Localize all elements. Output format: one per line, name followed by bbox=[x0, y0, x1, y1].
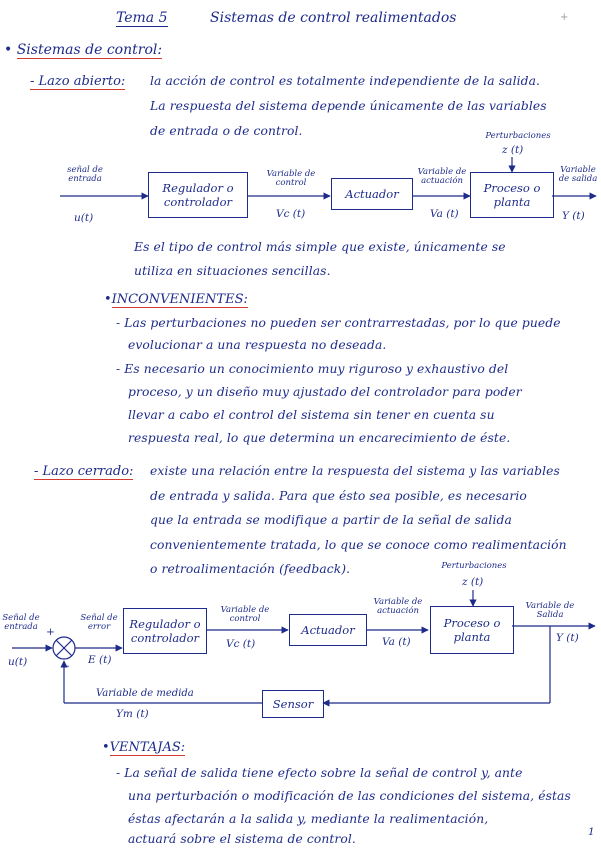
d2-u: u(t) bbox=[8, 656, 28, 668]
d2-var-actuacion: Variable de actuación bbox=[373, 597, 423, 616]
tema-label: Tema 5 bbox=[116, 10, 168, 26]
d2-var-control: Variable de control bbox=[220, 605, 270, 624]
ventajas-line-1: - La señal de salida tiene efecto sobre la señal de control y, ante bbox=[116, 766, 523, 780]
lazo-cerrado-label bbox=[34, 464, 133, 479]
lazo-cerrado-line-5: o retroalimentación (feedback). bbox=[150, 562, 351, 576]
lazo-cerrado-text: - Lazo cerrado: bbox=[34, 464, 134, 479]
inconv-1-line-1: - Las perturbaciones no pueden ser contrarrestadas, por lo que puede bbox=[116, 316, 561, 330]
lazo-cerrado-line-2: de entrada y salida. Para que ésto sea posible, es necesario bbox=[150, 489, 527, 503]
d2-minus: - bbox=[66, 660, 70, 672]
d1-actuador-box: Actuador bbox=[331, 178, 413, 210]
d1-proceso-box: Proceso o planta bbox=[470, 172, 554, 218]
d2-ym: Ym (t) bbox=[116, 708, 149, 720]
section-bullet: • bbox=[4, 42, 13, 58]
d1-var-salida: Variable de salida bbox=[558, 165, 598, 184]
d2-actuador-box: Actuador bbox=[289, 614, 367, 646]
corner-mark: + bbox=[560, 12, 569, 23]
page-number: 1 bbox=[588, 826, 595, 838]
d2-e: E (t) bbox=[88, 654, 112, 666]
d1-y: Y (t) bbox=[562, 210, 585, 222]
d2-plus: + bbox=[46, 626, 55, 638]
d1-entrada: señal de entrada bbox=[67, 165, 103, 184]
header-title: Sistemas de control realimentados bbox=[210, 10, 457, 26]
lazo-abierto-line-1: la acción de control es totalmente independiente de la salida. bbox=[150, 74, 541, 88]
lazo-cerrado-line-1: existe una relación entre la respuesta del sistema y las variables bbox=[150, 464, 560, 478]
inconv-2-line-1: - Es necesario un conocimiento muy riguroso y exhaustivo del bbox=[116, 362, 509, 376]
lazo-abierto-line-3: de entrada o de control. bbox=[150, 124, 303, 138]
ventajas-heading: •VENTAJAS: bbox=[102, 740, 186, 755]
ventajas-line-3: éstas afectarán a la salida y, mediante la realimentación, bbox=[128, 812, 489, 826]
d1-regulador-box: Regulador o controlador bbox=[148, 172, 248, 218]
d2-var-medida: Variable de medida bbox=[96, 688, 194, 699]
d1-va: Va (t) bbox=[430, 208, 459, 220]
d2-error: Señal de error bbox=[80, 613, 118, 632]
d1-var-control: Variable de control bbox=[266, 169, 316, 188]
d2-regulador-box: Regulador o controlador bbox=[123, 608, 207, 654]
inconv-2-line-4: respuesta real, lo que determina un encarecimiento de éste. bbox=[128, 431, 511, 445]
lazo-cerrado-line-3: que la entrada se modifique a partir de la señal de salida bbox=[150, 513, 512, 527]
lazo-abierto-line-2: La respuesta del sistema depende únicamente de las variables bbox=[150, 99, 547, 113]
lazo-abierto-text: - Lazo abierto: bbox=[30, 74, 126, 89]
d2-va: Va (t) bbox=[382, 636, 411, 648]
ventajas-line-4: actuará sobre el sistema de control. bbox=[128, 832, 356, 846]
d2-var-salida: Variable de Salida bbox=[525, 601, 575, 620]
d2-y: Y (t) bbox=[556, 632, 579, 644]
section-title: Sistemas de control: bbox=[16, 42, 163, 58]
d2-perturbaciones: Perturbaciones bbox=[441, 561, 507, 571]
d1-var-actuacion: Variable de actuación bbox=[417, 167, 467, 186]
d2-proceso-box: Proceso o planta bbox=[430, 606, 514, 654]
d1-u: u(t) bbox=[74, 212, 94, 224]
d1-perturbaciones: Perturbaciones bbox=[485, 131, 551, 141]
inconvenientes-title: INCONVENIENTES: bbox=[111, 292, 248, 307]
inconvenientes-heading: •INCONVENIENTES: bbox=[104, 292, 248, 307]
ventajas-title: VENTAJAS: bbox=[109, 740, 186, 755]
simple-line-2: utiliza en situaciones sencillas. bbox=[134, 264, 331, 278]
d2-sensor-box: Sensor bbox=[262, 690, 324, 718]
d2-entrada: Señal de entrada bbox=[2, 613, 40, 632]
d1-vc: Vc (t) bbox=[276, 208, 306, 220]
lazo-cerrado-line-4: convenientemente tratada, lo que se conoce como realimentación bbox=[150, 538, 567, 552]
d2-vc: Vc (t) bbox=[226, 638, 256, 650]
inconv-2-line-2: proceso, y un diseño muy ajustado del controlador para poder bbox=[128, 385, 522, 399]
inconv-2-line-3: llevar a cabo el control del sistema sin tener en cuenta su bbox=[128, 408, 495, 422]
ventajas-line-2: una perturbación o modificación de las condiciones del sistema, éstas bbox=[128, 789, 571, 803]
simple-line-1: Es el tipo de control más simple que existe, únicamente se bbox=[134, 240, 506, 254]
d2-perturb-symbol: z (t) bbox=[462, 576, 484, 588]
d1-perturb-symbol: z (t) bbox=[502, 144, 524, 156]
inconv-1-line-2: evolucionar a una respuesta no deseada. bbox=[128, 338, 387, 352]
